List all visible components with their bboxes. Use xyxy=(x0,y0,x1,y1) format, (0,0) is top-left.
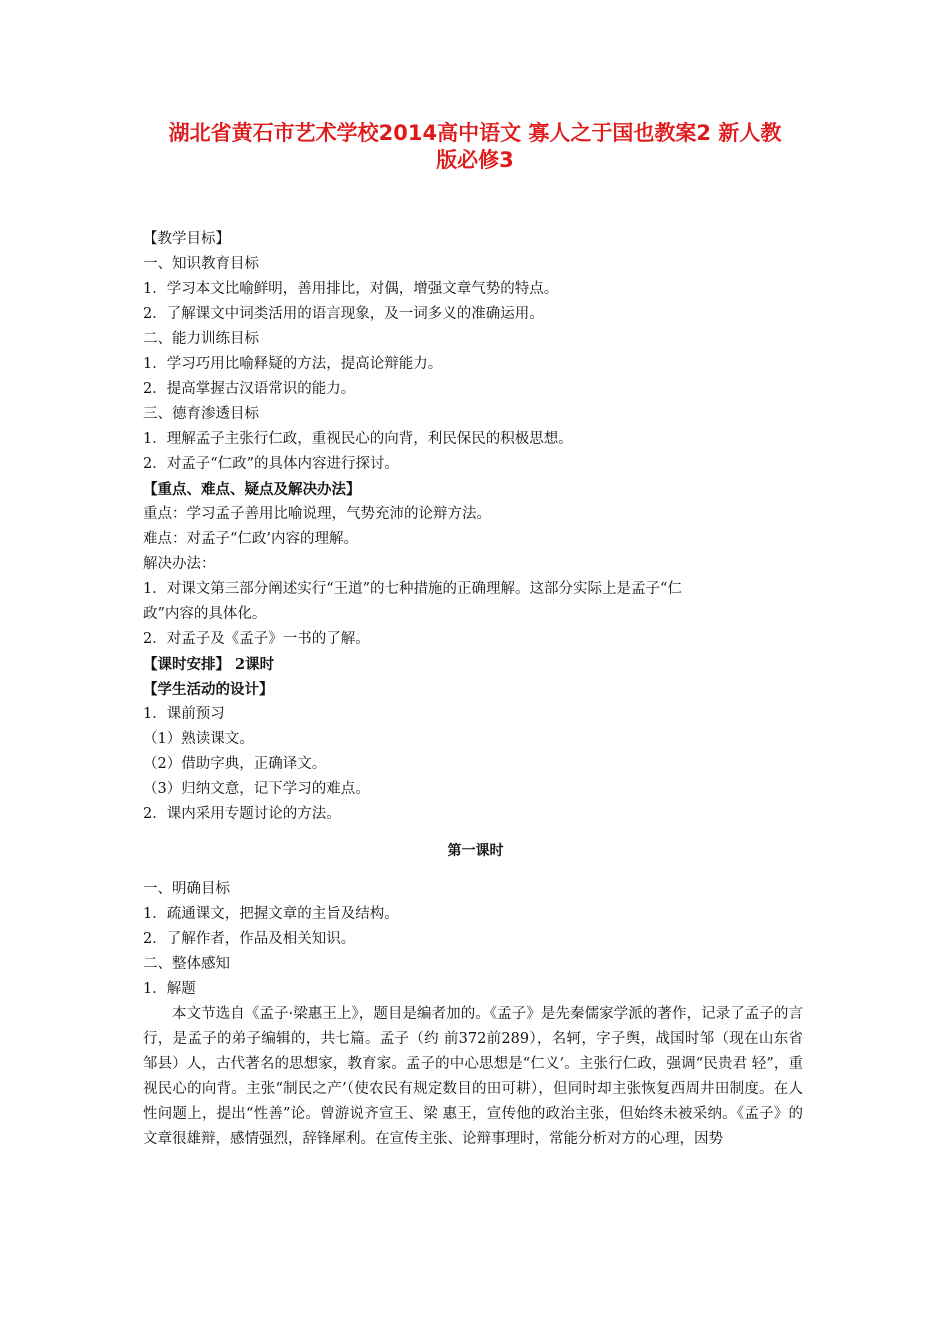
title-line-2: 版必修3 xyxy=(436,148,514,172)
text-line: 1．课前预习 xyxy=(143,706,225,722)
text-line: 解决办法： xyxy=(143,556,216,572)
section-title: 第一课时 xyxy=(447,843,504,859)
text-line: 三、德育渗透目标 xyxy=(143,406,259,422)
text-line: 2．课内采用专题讨论的方法。 xyxy=(143,806,341,822)
text-line-heading: 【课时安排】 2课时 xyxy=(143,656,275,673)
text-line: 难点：对孟子“仁政’内容的理解。 xyxy=(143,531,359,547)
text-line: 1．解题 xyxy=(143,981,196,997)
document-body xyxy=(143,227,808,1152)
text-line: 二、整体感知 xyxy=(143,956,230,972)
text-line: 重点：学习孟子善用比喻说理，气势充沛的论辩方法。 xyxy=(143,506,491,522)
text-line: 2．提高掌握古汉语常识的能力。 xyxy=(143,381,356,397)
body-paragraph: 本文节选自《孟子·梁惠王上》，题目是编者加的。《孟子》是先秦儒家学派的著作，记录了孟子的言行，是孟子的弟子编辑的，共七篇。孟子（约 前372前289），名轲，字子舆，战国时邹（现在山东省邹县）人，古代著名的思想家，教育家。孟子的中心思想是“仁义’。主张行仁政，强调“民贵君 轻”，重视民心的向背。主张“制民之产’（使农民有规定数目的田可耕），但同时却主张恢复西周井田制度。在人性问题上，提出“性善”论。曾游说齐宣王、梁 惠王，宣传他的政治主张，但始终未被采纳。《孟子》的文章很雄辩，感情强烈，辞锋犀利。在宣传主张、论辩事理时，常能分析对方的心理，因势 xyxy=(143,1006,803,1147)
text-line-heading: 【学生活动的设计】 xyxy=(143,681,274,698)
text-line: 一、知识教育目标 xyxy=(143,256,259,272)
text-line: 2．对孟子及《孟子》一书的了解。 xyxy=(143,631,370,647)
text-line: 1．对课文第三部分阐述实行“王道”的七种措施的正确理解。这部分实际上是孟子“仁 xyxy=(143,581,682,597)
text-line: 1．学习巧用比喻释疑的方法，提高论辩能力。 xyxy=(143,356,443,372)
text-line: （1）熟读课文。 xyxy=(143,731,254,747)
title-line-1: 湖北省黄石市艺术学校2014高中语文 寡人之于国也教案2 新人教 xyxy=(168,121,782,145)
text-line: （3）归纳文意，记下学习的难点。 xyxy=(143,781,370,797)
text-line: 【教学目标】 xyxy=(143,231,230,247)
text-line: 1．理解孟子主张行仁政，重视民心的向背，利民保民的积极思想。 xyxy=(143,431,573,447)
text-line: 一、明确目标 xyxy=(143,881,230,897)
document-title xyxy=(130,120,820,174)
text-line: 2．了解作者，作品及相关知识。 xyxy=(143,931,356,947)
text-line: 二、能力训练目标 xyxy=(143,331,259,347)
text-line-heading: 【重点、难点、疑点及解决办法】 xyxy=(143,481,361,498)
text-line: 1．疏通课文，把握文章的主旨及结构。 xyxy=(143,906,399,922)
text-line: （2）借助字典，正确译文。 xyxy=(143,756,327,772)
text-line: 1．学习本文比喻鲜明，善用排比，对偶，增强文章气势的特点。 xyxy=(143,281,559,297)
text-line: 2．了解课文中词类活用的语言现象，及一词多义的准确运用。 xyxy=(143,306,544,322)
text-line: 2．对孟子“仁政”的具体内容进行探讨。 xyxy=(143,456,400,472)
text-line: 政”内容的具体化。 xyxy=(143,606,267,622)
